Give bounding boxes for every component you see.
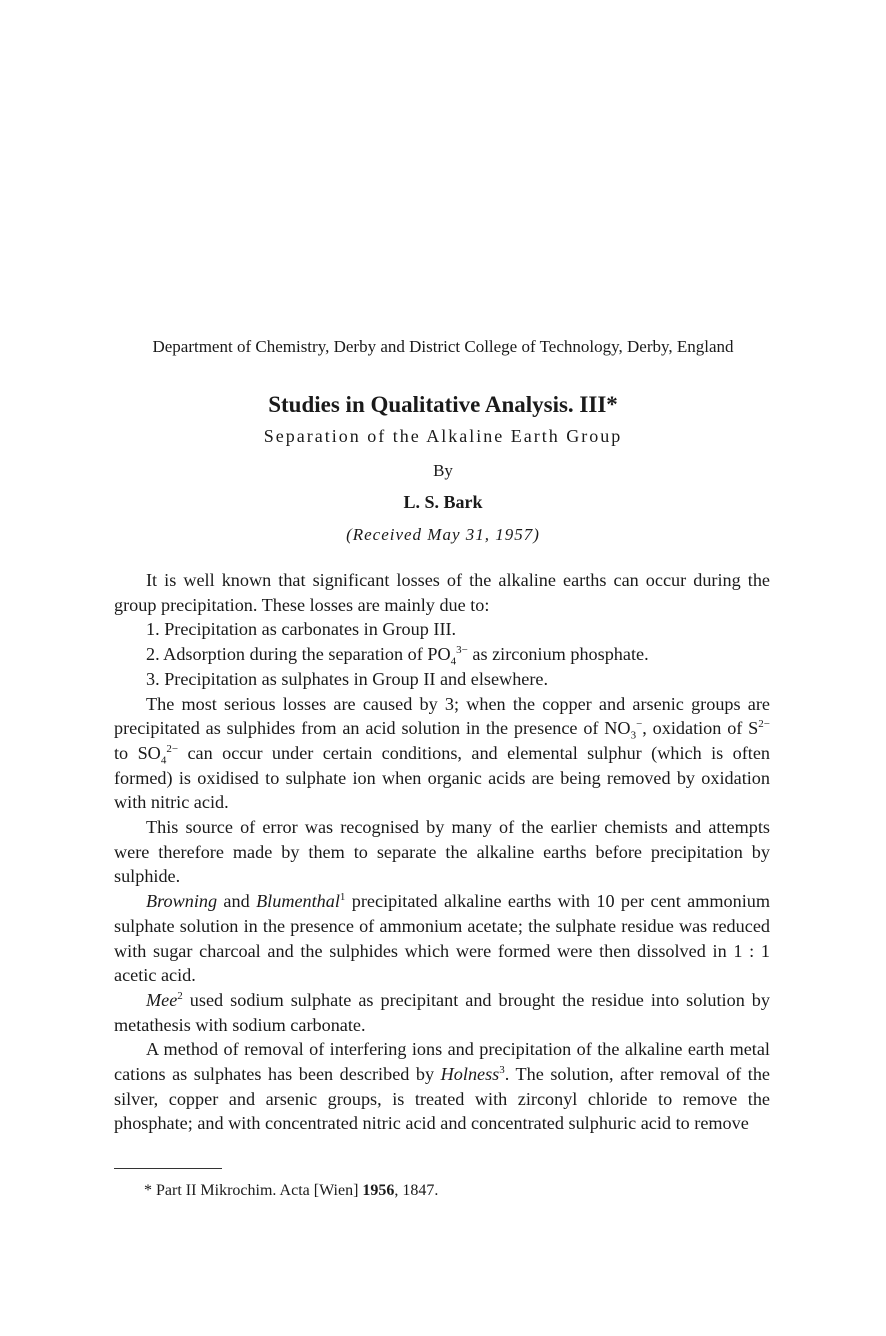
paper-subtitle: Separation of the Alkaline Earth Group [263, 426, 623, 446]
by-line: By [433, 461, 453, 480]
received-date: (Received May 31, 1957) [346, 525, 540, 544]
author-name: L. S. Bark [403, 492, 483, 512]
list-item-2: 2. Adsorption during the separation of $PO_4^{3-}$ as zirconium phosphate. [146, 644, 649, 668]
paragraph-3: This source of error was recognised by many of the earlier chemists and attempts were therefore made by them to separate the alkaline earths before precipitation by sulphide. [114, 817, 770, 887]
list-item-1: 1. Precipitation as carbonates in Group III. [146, 619, 457, 640]
paper-title: Studies in Qualitative Analysis. III* [268, 392, 618, 417]
footnote-rule [114, 1168, 222, 1169]
list-item-3: 3. Precipitation as sulphates in Group II and elsewhere. [146, 668, 549, 689]
paragraph-2: The most serious losses are caused by 3; when the copper and arsenic groups are precipitated as sulphides from an acid solution in the presence of $NO_3^-$, oxidation of $S^{2-}$ to $SO_4^{2-}$ can occur under certain conditions, and elemental sulphur (which is often formed) is oxidised to sulphate ion when organic acids are being removed by oxidation with nitric acid. [114, 693, 770, 813]
affiliation: Department of Chemistry, Derby and District College of Technology, Derby, England [152, 337, 734, 356]
paragraph-1: It is well known that significant losses of the alkaline earths can occur during the group precipitation. These losses are mainly due to: [114, 570, 770, 615]
paragraph-6: A method of removal of interfering ions and precipitation of the alkaline earth metal cations as sulphates has been described by Holness$^3$. The solution, after removal of the silver, copper and arsenic groups, is treated with zirconyl chloride to remove the phosphate; and with concentrated nitric acid and concentrated sulphuric acid to remove [114, 1039, 770, 1134]
body-text [114, 568, 770, 1136]
paragraph-5: Mee$^2$ used sodium sulphate as precipitant and brought the residue into solution by metathesis with sodium carbonate. [114, 989, 770, 1035]
footnote: * Part II Mikrochim. Acta [Wien] 1956, 1847. [144, 1182, 439, 1199]
paragraph-4: Browning and Blumenthal$^1$ precipitated alkaline earths with 10 per cent ammonium sulphate solution in the presence of ammonium acetate; the sulphate residue was reduced with sugar charcoal and the sulphides which were formed were then dissolved in 1 : 1 acetic acid. [114, 891, 770, 986]
